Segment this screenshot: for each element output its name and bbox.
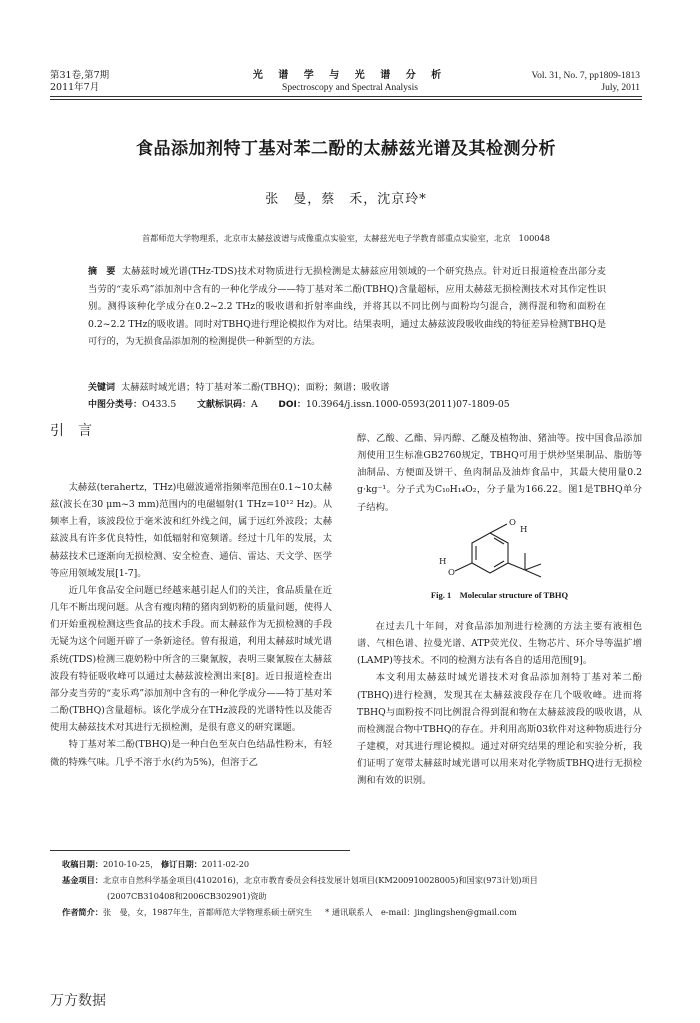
footnote-rule [50,850,350,851]
intro-left-column [50,479,332,771]
journal-name-cn: 光 谱 学 与 光 谱 分 析 [252,70,448,81]
corresponding-author: * 通讯联系人 e-mail：jinglingshen@gmail.com [325,907,517,917]
fund-label: 基金项目： [62,875,103,885]
keywords [88,381,628,395]
clc-value: O433.5 [142,399,177,410]
bond-top-oh [490,524,507,533]
header-issue [531,70,640,94]
atom-o-top: O [509,518,516,528]
intro-heading: 引言 [50,423,106,439]
revised-label: 修订日期： [160,859,202,869]
footnote-author [62,905,642,919]
header-rule-thick [50,96,642,97]
atom-h-left: H [439,557,447,567]
abstract-text: 太赫兹时域光谱(THz-TDS)技术对物质进行无损检测是太赫兹应用领域的一个研究热点。针对近日报道检查出部分麦当劳的“麦乐鸡”添加剂中含有的一种化学成分——特丁基对苯二酚(TBHQ)含量超标，应用太赫兹无损检测技术对其作定性识别。测得该种化学成分在0.2~2.2 THz的吸收谱和折射率曲线，并将其以不同比例与面粉均匀混合，测得混和物和面粉在0.2~2.2 THz的吸收谱。同时对TBHQ进行理论模拟作为对比。结果表明，通过太赫兹波段吸收曲线的特征差异检测TBHQ是可行的，为无损食品添加剂的检测提供一种新型的方法。 [88,266,606,347]
intro-right-column-top [357,430,642,516]
header-rule-thin [50,99,642,100]
classification-line [88,398,628,412]
intro-paragraph-6: 本文利用太赫兹时域光谱技术对食品添加剂特丁基对苯二酚(TBHQ)进行检测，发现其在太赫兹波段存在几个吸收峰。进而将TBHQ与面粉按不同比例混合得到混和物在太赫兹波段的吸收谱，从而检测混合物中TBHQ的存在。并利用高斯03软件对这种物质进行分子建模，对其进行理论模拟。通过对研究结果的理论和实验分析，我们证明了宽带太赫兹时域光谱可以用来对化学物质TBHQ进行无损检测和有效的识别。 [357,672,642,787]
keywords-label: 关键词 [88,383,116,393]
fund-line-1: 北京市自然科学基金项目(4102016)，北京市教育委员会科技发展计划项目(KM200910028005)和国家(973计划)项目 [102,875,538,885]
abstract-label: 摘 要 [88,267,116,277]
bond-tert-butyl [508,563,525,570]
paper-title: 食品添加剂特丁基对苯二酚的太赫兹光谱及其检测分析 [136,139,556,159]
author-info-label: 作者简介： [62,907,103,917]
footnote-fund [62,873,642,887]
journal-name-en: Spectroscopy and Spectral Analysis [282,83,418,93]
affiliation: 首都师范大学物理系，北京市太赫兹波谱与成像重点实验室，太赫兹光电子学教育部重点实验室，北京 100048 [142,233,550,243]
atom-h-top: H [520,525,528,535]
header-volume [50,70,109,94]
atom-o-left: O [448,568,455,578]
footnote-dates [62,857,642,871]
keywords-text: 太赫兹时域光谱；特丁基对苯二酚(TBHQ)；面粉；频谱；吸收谱 [120,382,390,393]
intro-paragraph-2: 近几年食品安全问题已经越来越引起人们的关注，食品质量在近几年不断出现问题。从含有瘦肉精的猪肉到奶粉的质量问题，使得人们开始重视检测这些食品的技术手段。而太赫兹作为无损检测的手段无疑为这个问题开辟了一条新途径。曾有报道，利用太赫兹时域光谱系统(TDS)检测三鹿奶粉中所含的三聚氰胺，表明三聚氰胺在太赫兹波段有特征吸收峰可以通过太赫兹波检测出来[8]。近日报道检查出部分麦当劳的“麦乐鸡”添加剂中含有的一种化学成分——特丁基对苯二酚(TBHQ)含量超标。该化学成分在THz波段的光谱特性以及能否使用太赫兹技术对其进行无损检测，是很有意义的研究课题。 [50,584,332,734]
intro-right-column-bottom [357,618,642,790]
doi-label: DOI： [278,400,306,410]
date-en: July, 2011 [601,83,640,93]
clc-label: 中图分类号： [88,400,143,410]
tbhq-molecule-figure [395,515,605,585]
author-info-text: 张 曼，女，1987年生，首都师范大学物理系硕士研究生 [102,907,313,917]
abstract [88,263,606,350]
intro-paragraph-4: 醇、乙酸、乙酯、异丙醇、乙醚及植物油、猪油等。按中国食品添加剂使用卫生标准GB2760规定，TBHQ可用于烘炒坚果制品、脂肪等油制品、方便面及饼干、鱼肉制品及油炸食品中，其最大使用量0.2 g·kg⁻¹。分子式为C₁₀H₁₄O₂，分子量为166.22。图1是TBHQ单分子结构。 [357,433,642,513]
wanfang-watermark: 万方数据 [50,993,106,1009]
doc-code-label: 文献标识码： [196,400,251,410]
intro-paragraph-3: 特丁基对苯二酚(TBHQ)是一种白色至灰白色结晶性粉末，有轻微的特殊气味。几乎不溶于水(约为5%)，但溶于乙 [50,739,332,768]
volume-en: Vol. 31, No. 7, pp1809-1813 [531,71,640,81]
header-journal [210,70,490,94]
received-label: 收稿日期： [62,859,103,869]
intro-paragraph-1: 太赫兹(terahertz，THz)电磁波通常指频率范围在0.1~10太赫兹(波长在30 μm~3 mm)范围内的电磁辐射(1 THz=10¹² Hz)。从频率上看，该波段位于毫米波和红外线之间，属于远红外波段；太赫兹波具有许多优良特性，如低辐射和宽频谱。经过十几年的发展，太赫兹技术已逐渐向无损检测、安全检查、通信、雷达、天文学、医学等应用领域发展[1-7]。 [50,482,332,579]
date-cn: 2011年7月 [50,82,100,93]
figure-caption: Fig. 1 Molecular structure of TBHQ [430,590,569,600]
intro-paragraph-5: 在过去几十年间，对食品添加剂进行检测的方法主要有液相色谱、气相色谱、拉曼光谱、ATP荧光仪、生物芯片、环介导等温扩增(LAMP)等技术。不同的检测方法有各自的适用范围[9]。 [357,621,642,667]
author-list: 张 曼，蔡 禾，沈京玲* [265,192,427,207]
bond-left-oh [455,563,472,571]
volume-cn: 第31卷,第7期 [50,70,110,81]
received-date: 2010-10-25， [102,859,159,869]
footnote-fund-cont: (2007CB310408和2006CB302901)资助 [107,891,267,901]
revised-date: 2011-02-20 [201,859,250,869]
doc-code-value: A [250,399,258,410]
benzene-ring [472,533,508,573]
doi-value: 10.3964/j.issn.1000-0593(2011)07-1809-05 [305,399,510,410]
